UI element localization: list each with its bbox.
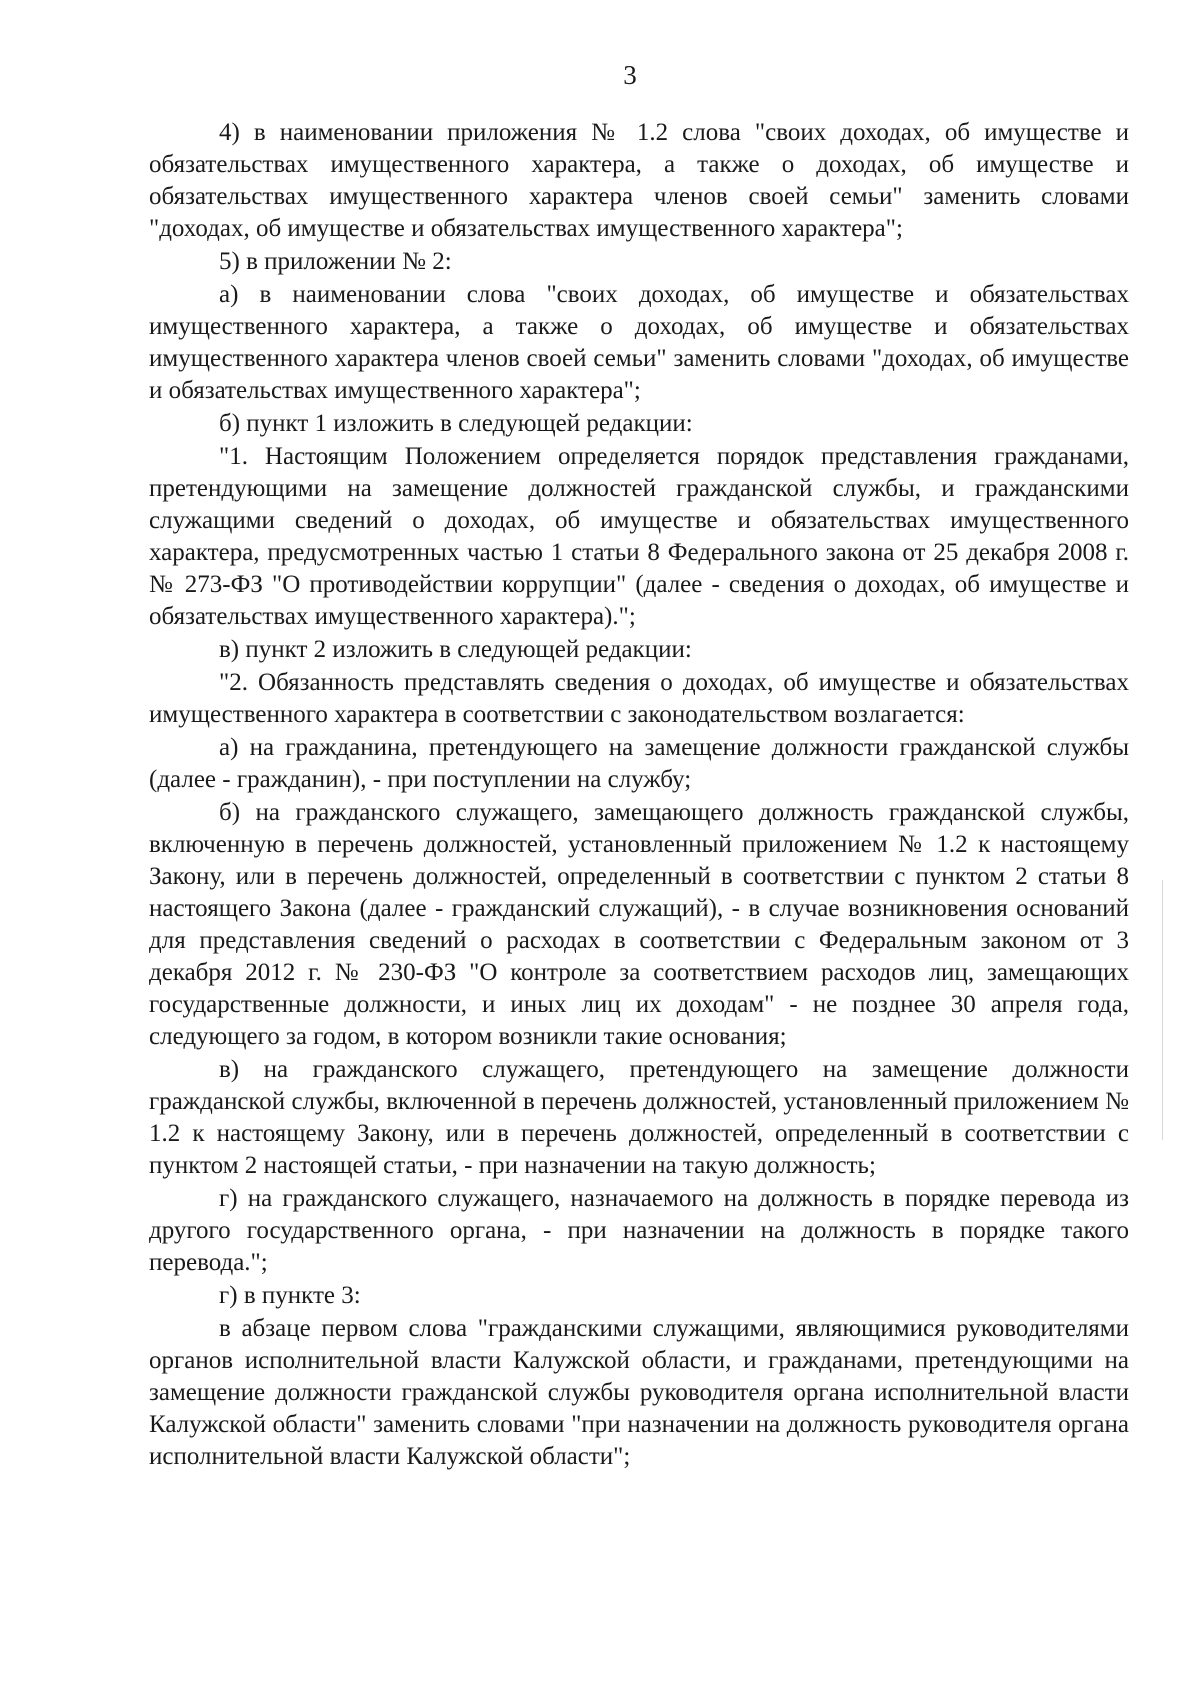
paragraph-point-2-g: г) на гражданского служащего, назначаемого на должность в порядке перевода из другого государственного органа, - при назначении на должность в порядке такого перевода."; xyxy=(149,1185,1129,1276)
scan-artifact-line xyxy=(1162,880,1163,1140)
paragraph-subitem-a-title: а) в наименовании слова "своих доходах, об имуществе и обязательствах имущественного характера, а также о доходах, об имуществе и обязательствах имущественного характера членов своей семьи" заменить словами "доходах, об имуществе и обязательствах имущественного характера"; xyxy=(149,281,1129,404)
paragraph-subitem-v-point-2: в) пункт 2 изложить в следующей редакции: xyxy=(219,636,692,663)
document-body xyxy=(149,117,1129,1474)
paragraph-item-4: 4) в наименовании приложения № 1.2 слова "своих доходах, об имуществе и обязательствах имущественного характера, а также о доходах, об имуществе и обязательствах имущественного характера членов своей семьи" заменить словами "доходах, об имуществе и обязательствах имущественного характера"; xyxy=(149,119,1129,242)
paragraph-item-5: 5) в приложении № 2: xyxy=(219,248,452,275)
paragraph-point-2-v: в) на гражданского служащего, претендующего на замещение должности гражданской службы, включенной в перечень должностей, установленный приложением № 1.2 к настоящему Закону, или в перечень должностей, определенный в соответствии с пунктом 2 настоящей статьи, - при назначении на такую должность; xyxy=(149,1056,1129,1179)
page-number: 3 xyxy=(623,60,637,90)
paragraph-point-2-a: а) на гражданина, претендующего на замещение должности гражданской службы (далее - гражданин), - при поступлении на службу; xyxy=(149,734,1129,793)
paragraph-point-2-b: б) на гражданского служащего, замещающего должность гражданской службы, включенную в перечень должностей, установленный приложением № 1.2 к настоящему Закону, или в перечень должностей, определенный в соответствии с пунктом 2 статьи 8 настоящего Закона (далее - гражданский служащий), - в случае возникновения оснований для представления сведений о расходах в соответствии с Федеральным законом от 3 декабря 2012 г. № 230-ФЗ "О контроле за соответствием расходов лиц, замещающих государственные должности, и иных лиц их доходам" - не позднее 30 апреля года, следующего за годом, в котором возникли такие основания; xyxy=(149,799,1129,1050)
paragraph-quoted-point-2: "2. Обязанность представлять сведения о доходах, об имуществе и обязательствах имущественного характера в соответствии с законодательством возлагается: xyxy=(149,669,1129,728)
paragraph-point-3-first-abzac: в абзаце первом слова "гражданскими служащими, являющимися руководителями органов исполнительной власти Калужской области, и гражданами, претендующими на замещение должности гражданской службы руководителя органа исполнительной власти Калужской области" заменить словами "при назначении на должность руководителя органа исполнительной власти Калужской области"; xyxy=(149,1315,1129,1470)
paragraph-quoted-point-1: "1. Настоящим Положением определяется порядок представления гражданами, претендующими на замещение должностей гражданской службы, и гражданскими служащими сведений о доходах, об имуществе и обязательствах имущественного характера, предусмотренных частью 1 статьи 8 Федерального закона от 25 декабря 2008 г. № 273-ФЗ "О противодействии коррупции" (далее - сведения о доходах, об имуществе и обязательствах имущественного характера)."; xyxy=(149,443,1129,630)
paragraph-subitem-b-point-1: б) пункт 1 изложить в следующей редакции: xyxy=(219,410,693,437)
paragraph-subitem-g-point-3: г) в пункте 3: xyxy=(219,1282,361,1309)
